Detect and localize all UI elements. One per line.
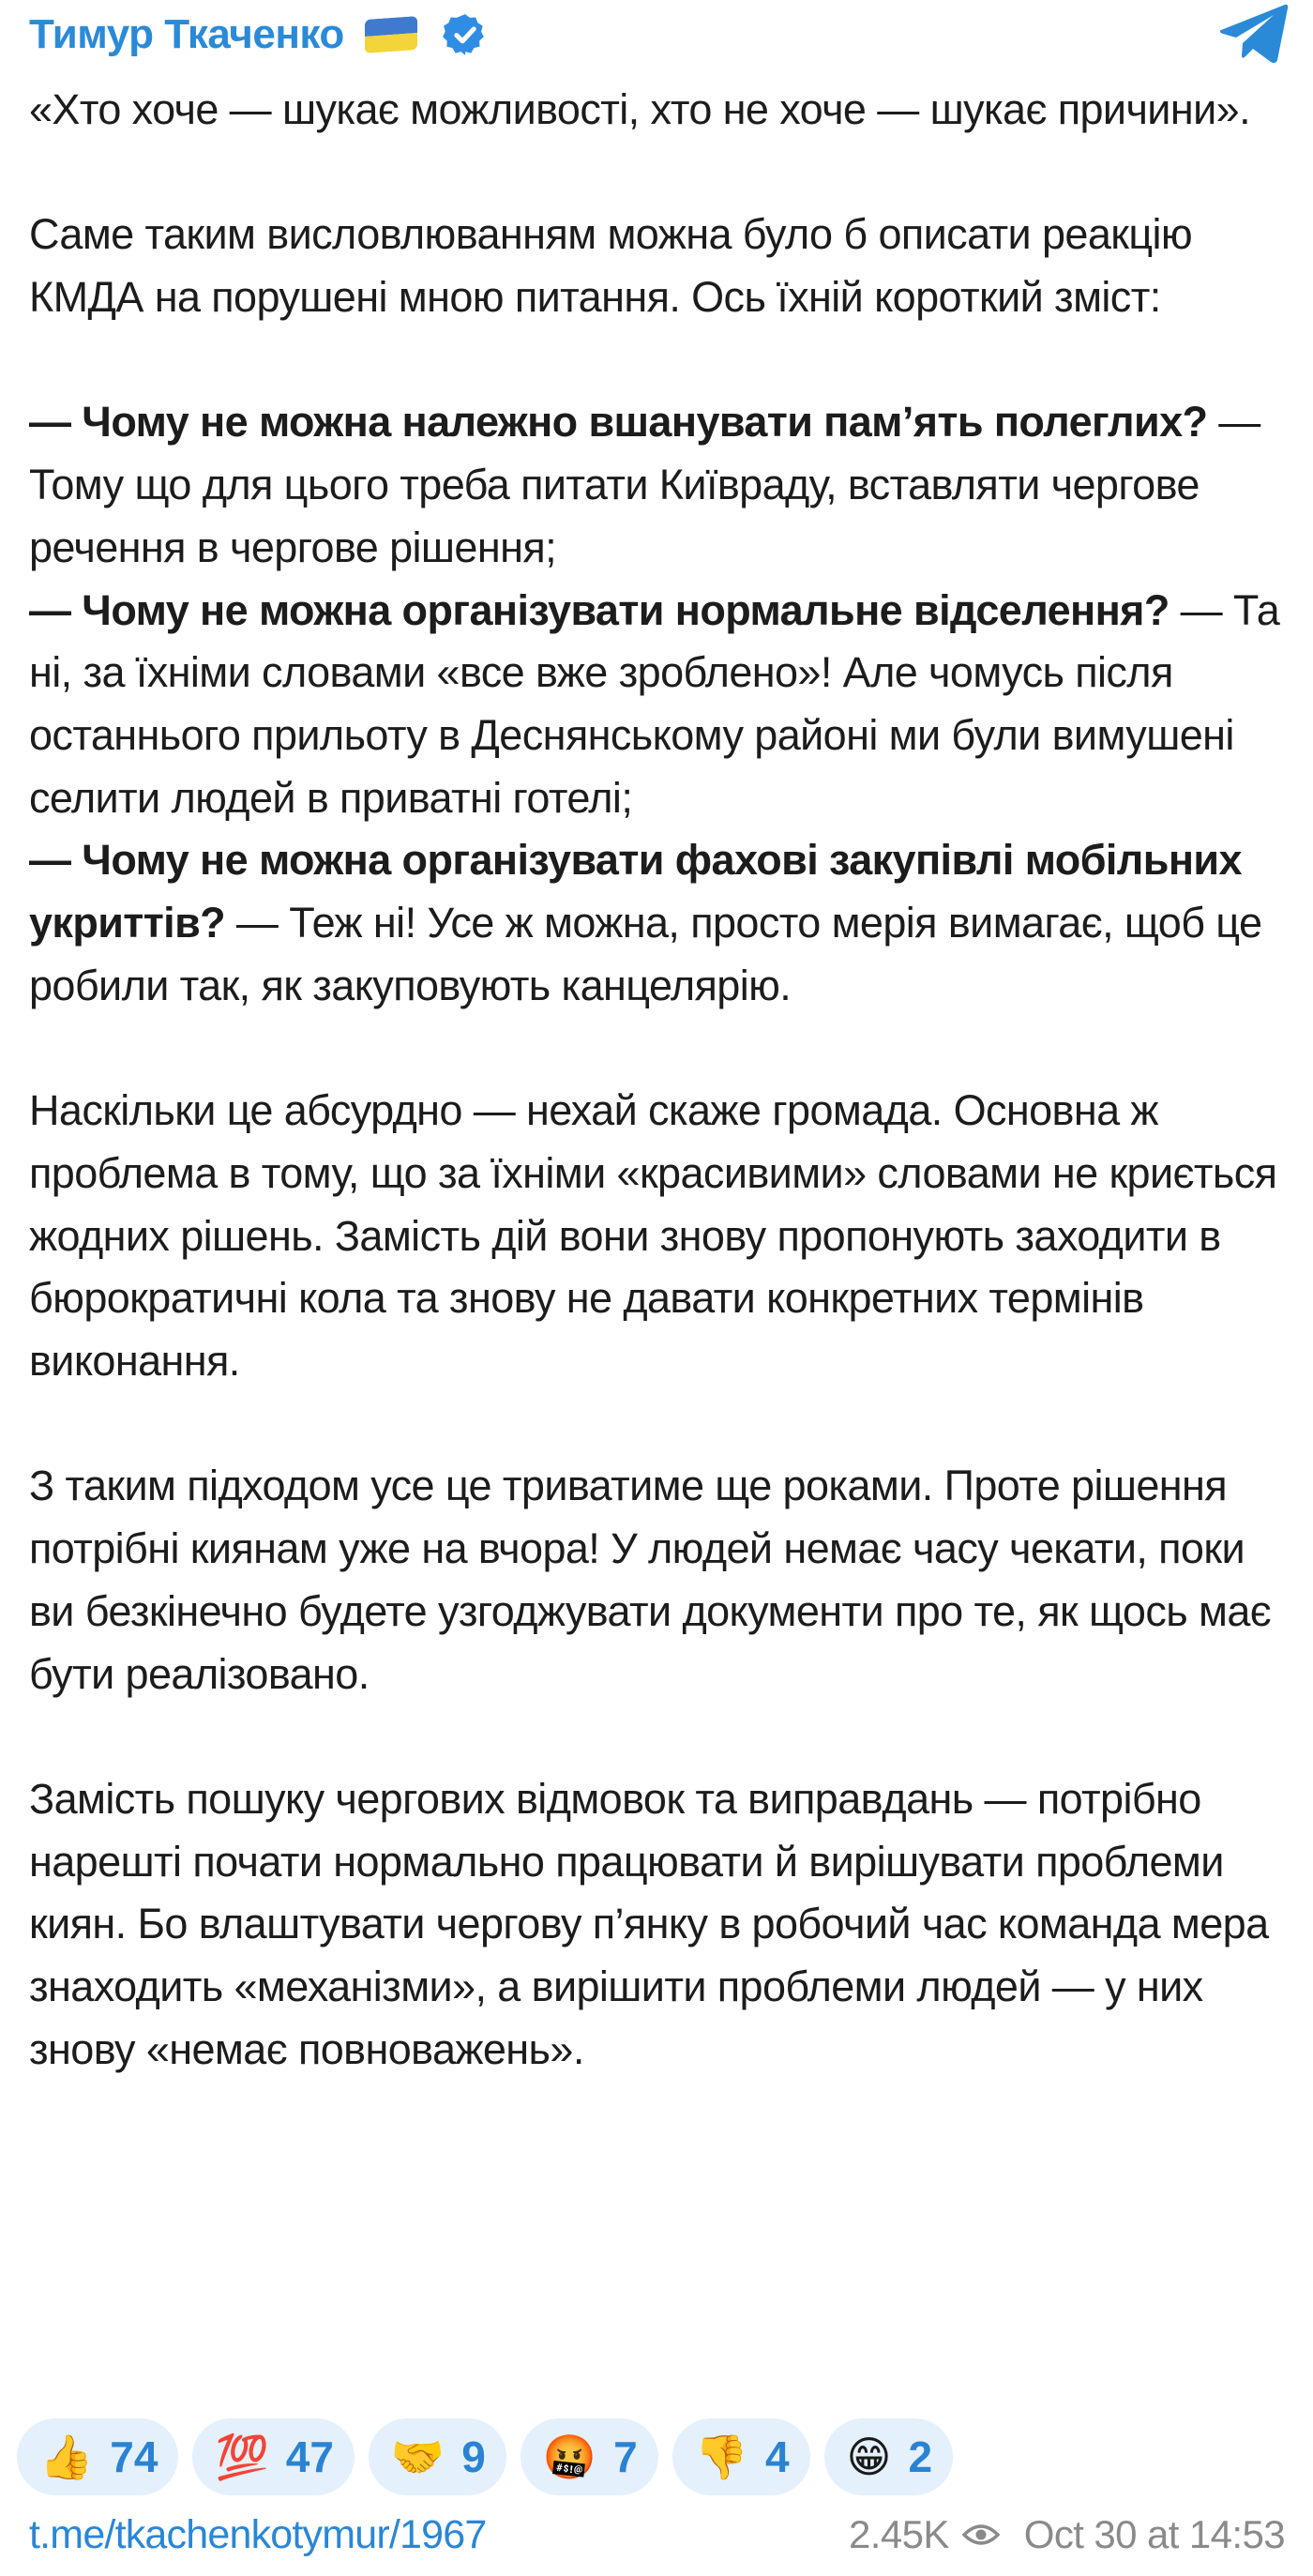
thumbs-down-icon: 👎 (694, 2432, 748, 2482)
ukraine-flag-icon (365, 16, 417, 53)
reaction-count: 74 (110, 2432, 158, 2481)
reaction-count: 4 (764, 2432, 790, 2481)
answer-text: — Та ні, за їхніми словами «все вже зроблено»! Але чомусь після останнього прильоту в Деснянському районі ми були вимушені селити людей в приватні готелі; (29, 585, 1280, 822)
question-text: — Чому не можна належно вшанувати пам’ять полеглих? (29, 398, 1208, 447)
post-footer (29, 2507, 1285, 2563)
grinning-face-icon: 😁 (846, 2432, 892, 2482)
post-meta (849, 2512, 1285, 2557)
reaction-count: 2 (908, 2432, 933, 2481)
reaction-count: 47 (285, 2432, 334, 2481)
answer-text: — Теж ні! Усе ж можна, просто мерія вимагає, щоб це робили так, як закуповують канцелярію. (29, 899, 1262, 1009)
reaction-thumbs-down[interactable] (672, 2418, 810, 2495)
qa-item-memorial (29, 391, 1295, 579)
hundred-points-icon: 💯 (215, 2432, 269, 2482)
qa-item-relocation (29, 580, 1295, 830)
reactions-bar (17, 2418, 953, 2495)
paragraph-quote: «Хто хоче — шукає можливості, хто не хоче — шукає причини». (29, 85, 1250, 133)
reaction-count: 9 (461, 2432, 486, 2481)
question-text: — Чому не можна організувати нормальне відселення? (29, 585, 1170, 634)
verified-badge-icon (442, 11, 489, 58)
telegram-logo-icon[interactable] (1215, 2, 1290, 66)
thumbs-up-icon: 👍 (39, 2432, 94, 2482)
reaction-handshake[interactable] (369, 2418, 506, 2495)
handshake-icon: 🤝 (390, 2432, 445, 2482)
reaction-count: 7 (613, 2432, 638, 2481)
post-link[interactable]: t.me/tkachenkotymur/1967 (29, 2511, 487, 2557)
qa-item-shelters (29, 829, 1295, 1017)
post-header (29, 4, 489, 66)
paragraph-conclusion: Замість пошуку чергових відмовок та виправдань — потрібно нарешті почати нормально працювати й вирішувати проблеми киян. Бо влаштувати чергову п’янку в робочий час команда мера знаходить «механізми», а вирішити проблеми людей — у них знову «немає повноважень». (29, 1774, 1269, 2073)
views-count: 2.45K (849, 2512, 949, 2556)
question-text: — Чому не можна організувати фахові закупівлі мобільних укриттів? (29, 836, 1242, 947)
reaction-hundred[interactable] (192, 2418, 354, 2495)
reaction-thumbs-up[interactable] (17, 2418, 178, 2495)
paragraph-approach: З таким підходом усе це триватиме ще роками. Проте рішення потрібні киянам уже на вчора! У людей немає часу чекати, поки ви безкінечно будете узгоджувати документи про те, як щось має бути реалізовано. (29, 1462, 1272, 1698)
eye-icon (962, 2521, 1000, 2549)
post-date: Oct 30 at 14:53 (1023, 2512, 1285, 2556)
post-body (29, 79, 1295, 2081)
reaction-angry[interactable] (521, 2418, 658, 2495)
paragraph-intro: Саме таким висловлюванням можна було б описати реакцію КМДА на порушені мною питання. Ось їхній короткий зміст: (29, 210, 1193, 322)
answer-text: — Тому що для цього треба питати Київраду, вставляти чергове речення в чергове рішення; (29, 398, 1260, 571)
reaction-grinning[interactable] (824, 2418, 954, 2495)
paragraph-absurd: Наскільки це абсурдно — нехай скаже громада. Основна ж проблема в тому, що за їхніми «красивими» словами не криється жодних рішень. Замість дій вони знову пропонують заходити в бюрократичні кола та знову не давати конкретних термінів виконання. (29, 1086, 1277, 1386)
author-name[interactable]: Тимур Ткаченко (29, 11, 344, 57)
angry-face-icon: 🤬 (542, 2432, 597, 2482)
